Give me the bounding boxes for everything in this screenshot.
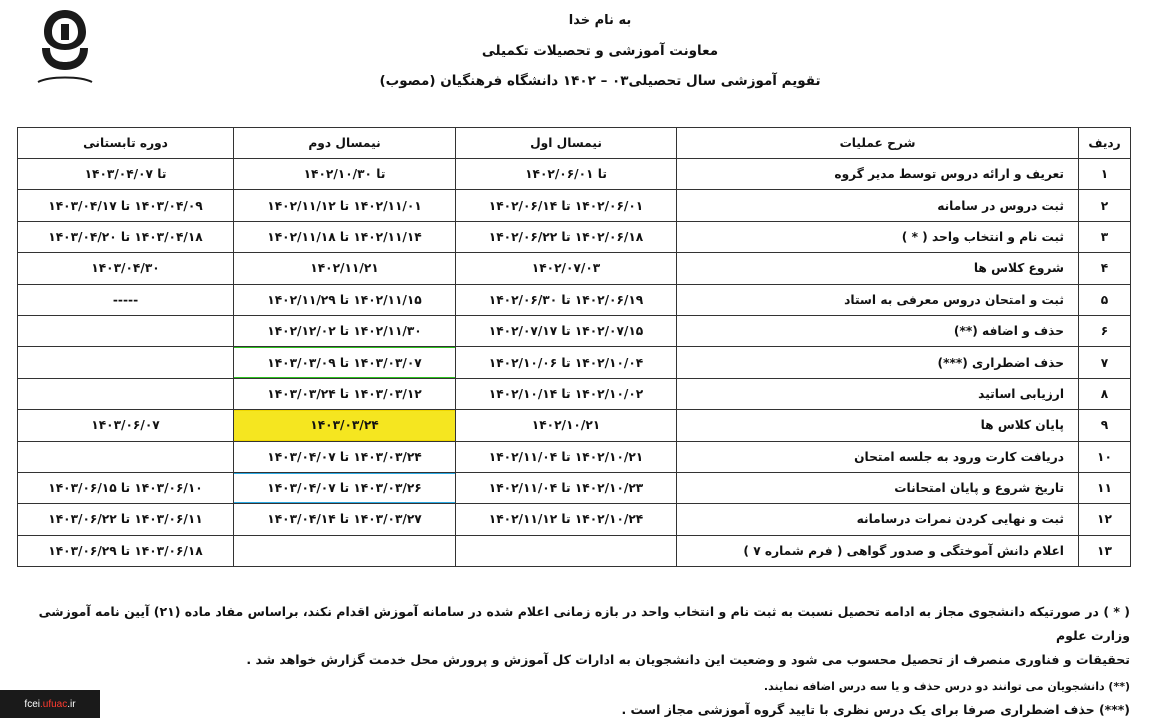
row-index: ۱۱	[1079, 472, 1131, 503]
header-bismillah: به نام خدا	[568, 13, 632, 28]
first-semester-date: ۱۴۰۲/۰۶/۱۹ تا ۱۴۰۲/۰۶/۳۰	[456, 284, 677, 315]
row-index: ۲	[1079, 190, 1131, 221]
table-row	[18, 221, 1131, 252]
second-semester-date	[234, 535, 456, 566]
summer-date: ۱۴۰۳/۰۶/۱۸ تا ۱۴۰۳/۰۶/۲۹	[18, 535, 234, 566]
highlight-frame	[234, 472, 456, 503]
row-index: ۹	[1079, 410, 1131, 441]
note-3: (***) حذف اضطراری صرفا برای یک درس نظری با تایید گروه آموزشی مجاز است .	[621, 702, 1130, 717]
first-semester-date: تا ۱۴۰۲/۰۶/۰۱	[456, 159, 677, 190]
operation-desc: حذف و اضافه (**)	[677, 315, 1079, 346]
first-semester-date: ۱۴۰۲/۱۰/۰۴ تا ۱۴۰۲/۱۰/۰۶	[456, 347, 677, 378]
row-index: ۳	[1079, 221, 1131, 252]
table-row	[18, 315, 1131, 346]
site-suffix: .ir	[67, 698, 76, 710]
col-index-header: ردیف	[1079, 128, 1131, 159]
summer-date	[18, 378, 234, 409]
table-body	[18, 159, 1131, 567]
operation-desc: ارزیابی اساتید	[677, 378, 1079, 409]
first-semester-date: ۱۴۰۲/۱۰/۲۱	[456, 410, 677, 441]
row-index: ۱۰	[1079, 441, 1131, 472]
row-index: ۸	[1079, 378, 1131, 409]
summer-date	[18, 315, 234, 346]
first-semester-date: ۱۴۰۲/۰۶/۱۸ تا ۱۴۰۲/۰۶/۲۲	[456, 221, 677, 252]
operation-desc: ثبت نام و انتخاب واحد ( * )	[677, 221, 1079, 252]
document-header	[300, 6, 900, 96]
col-operation-header: شرح عملیات	[677, 128, 1079, 159]
second-semester-date: ۱۴۰۳/۰۳/۰۷ تا ۱۴۰۳/۰۳/۰۹	[234, 347, 456, 378]
second-semester-date: ۱۴۰۲/۱۱/۳۰ تا ۱۴۰۲/۱۲/۰۲	[234, 315, 456, 346]
header-department: معاونت آموزشی و تحصیلات تکمیلی	[481, 43, 719, 59]
calendar-table-wrapper	[17, 127, 1130, 567]
second-semester-date: ۱۴۰۳/۰۳/۲۴ تا ۱۴۰۳/۰۴/۰۷	[234, 441, 456, 472]
first-semester-date: ۱۴۰۲/۰۷/۰۳	[456, 253, 677, 284]
note-2: (**) دانشجویان می توانند دو درس حذف و یا سه درس اضافه نمایند.	[763, 680, 1130, 693]
row-index: ۱۳	[1079, 535, 1131, 566]
operation-desc: پایان کلاس ها	[677, 410, 1079, 441]
first-semester-date: ۱۴۰۲/۱۰/۲۱ تا ۱۴۰۲/۱۱/۰۴	[456, 441, 677, 472]
table-row	[18, 253, 1131, 284]
site-prefix: fcei	[24, 698, 40, 710]
operation-desc: تعریف و ارائه دروس توسط مدیر گروه	[677, 159, 1079, 190]
operation-desc: تاریخ شروع و پایان امتحانات	[677, 472, 1079, 503]
second-semester-date: ۱۴۰۳/۰۳/۱۲ تا ۱۴۰۳/۰۳/۲۴	[234, 378, 456, 409]
first-semester-date: ۱۴۰۲/۰۷/۱۵ تا ۱۴۰۲/۰۷/۱۷	[456, 315, 677, 346]
summer-date	[18, 347, 234, 378]
table-row	[18, 159, 1131, 190]
table-header-row	[18, 128, 1131, 159]
university-logo	[30, 4, 100, 90]
second-semester-date: ۱۴۰۳/۰۳/۲۶ تا ۱۴۰۳/۰۴/۰۷	[234, 472, 456, 503]
summer-date: ۱۴۰۳/۰۶/۱۰ تا ۱۴۰۳/۰۶/۱۵	[18, 472, 234, 503]
operation-desc: حذف اضطراری (***)	[677, 347, 1079, 378]
table-row	[18, 347, 1131, 378]
first-semester-date: ۱۴۰۲/۱۰/۲۴ تا ۱۴۰۲/۱۱/۱۲	[456, 504, 677, 535]
summer-date: ۱۴۰۳/۰۶/۱۱ تا ۱۴۰۳/۰۶/۲۲	[18, 504, 234, 535]
footnotes	[20, 600, 1130, 722]
operation-desc: ثبت و نهایی کردن نمرات درسامانه	[677, 504, 1079, 535]
col-first-semester-header: نیمسال اول	[456, 128, 677, 159]
table-row	[18, 378, 1131, 409]
operation-desc: دریافت کارت ورود به جلسه امتحان	[677, 441, 1079, 472]
table-row	[18, 441, 1131, 472]
highlight-frame	[234, 410, 456, 441]
academic-calendar-table	[17, 127, 1131, 567]
row-index: ۵	[1079, 284, 1131, 315]
second-semester-date: ۱۴۰۲/۱۱/۱۴ تا ۱۴۰۲/۱۱/۱۸	[234, 221, 456, 252]
second-semester-date: ۱۴۰۳/۰۳/۲۷ تا ۱۴۰۳/۰۴/۱۴	[234, 504, 456, 535]
row-index: ۱	[1079, 159, 1131, 190]
operation-desc: ثبت و امتحان دروس معرفی به استاد	[677, 284, 1079, 315]
table-row	[18, 190, 1131, 221]
summer-date: تا ۱۴۰۳/۰۴/۰۷	[18, 159, 234, 190]
table-row	[18, 472, 1131, 503]
second-semester-date: ۱۴۰۲/۱۱/۱۵ تا ۱۴۰۲/۱۱/۲۹	[234, 284, 456, 315]
row-index: ۷	[1079, 347, 1131, 378]
site-mid: .ufuac	[39, 698, 68, 710]
operation-desc: ثبت دروس در سامانه	[677, 190, 1079, 221]
second-semester-date: تا ۱۴۰۲/۱۰/۳۰	[234, 159, 456, 190]
second-semester-date: ۱۴۰۳/۰۳/۲۴	[234, 410, 456, 441]
first-semester-date: ۱۴۰۲/۱۰/۰۲ تا ۱۴۰۲/۱۰/۱۴	[456, 378, 677, 409]
col-second-semester-header: نیمسال دوم	[234, 128, 456, 159]
note-1-line-2: تحقیقات و فناوری منصرف از تحصیل محسوب می شود و وضعیت این دانشجویان به ادارات کل آموزش و پرورش محل خدمت گزارش خواهد شد .	[246, 652, 1130, 667]
summer-date: ۱۴۰۳/۰۶/۰۷	[18, 410, 234, 441]
summer-date: ۱۴۰۳/۰۴/۳۰	[18, 253, 234, 284]
first-semester-date: ۱۴۰۲/۱۰/۲۳ تا ۱۴۰۲/۱۱/۰۴	[456, 472, 677, 503]
site-watermark	[0, 690, 100, 718]
header-title: تقویم آموزشی سال تحصیلی۰۳ – ۱۴۰۲ دانشگاه فرهنگیان (مصوب)	[379, 73, 821, 89]
row-index: ۶	[1079, 315, 1131, 346]
operation-desc: اعلام دانش آموختگی و صدور گواهی ( فرم شماره ۷ )	[677, 535, 1079, 566]
table-row	[18, 284, 1131, 315]
table-row	[18, 535, 1131, 566]
first-semester-date: ۱۴۰۲/۰۶/۰۱ تا ۱۴۰۲/۰۶/۱۴	[456, 190, 677, 221]
row-index: ۴	[1079, 253, 1131, 284]
summer-date: ۱۴۰۳/۰۴/۰۹ تا ۱۴۰۳/۰۴/۱۷	[18, 190, 234, 221]
table-row	[18, 410, 1131, 441]
operation-desc: شروع کلاس ها	[677, 253, 1079, 284]
summer-date: ۱۴۰۳/۰۴/۱۸ تا ۱۴۰۳/۰۴/۲۰	[18, 221, 234, 252]
first-semester-date	[456, 535, 677, 566]
summer-date: -----	[18, 284, 234, 315]
summer-date	[18, 441, 234, 472]
note-1-line-1: ( * ) در صورتیکه دانشجوی مجاز به ادامه تحصیل نسبت به ثبت نام و انتخاب واحد در بازه زمانی اعلام شده در سامانه آموزش اقدام نکند، براساس مفاد ماده (۲۱) آیین نامه آموزشی وزارت علوم	[38, 604, 1130, 643]
highlight-frame	[234, 347, 456, 378]
table-row	[18, 504, 1131, 535]
col-summer-header: دوره تابستانی	[18, 128, 234, 159]
row-index: ۱۲	[1079, 504, 1131, 535]
second-semester-date: ۱۴۰۲/۱۱/۲۱	[234, 253, 456, 284]
second-semester-date: ۱۴۰۲/۱۱/۰۱ تا ۱۴۰۲/۱۱/۱۲	[234, 190, 456, 221]
